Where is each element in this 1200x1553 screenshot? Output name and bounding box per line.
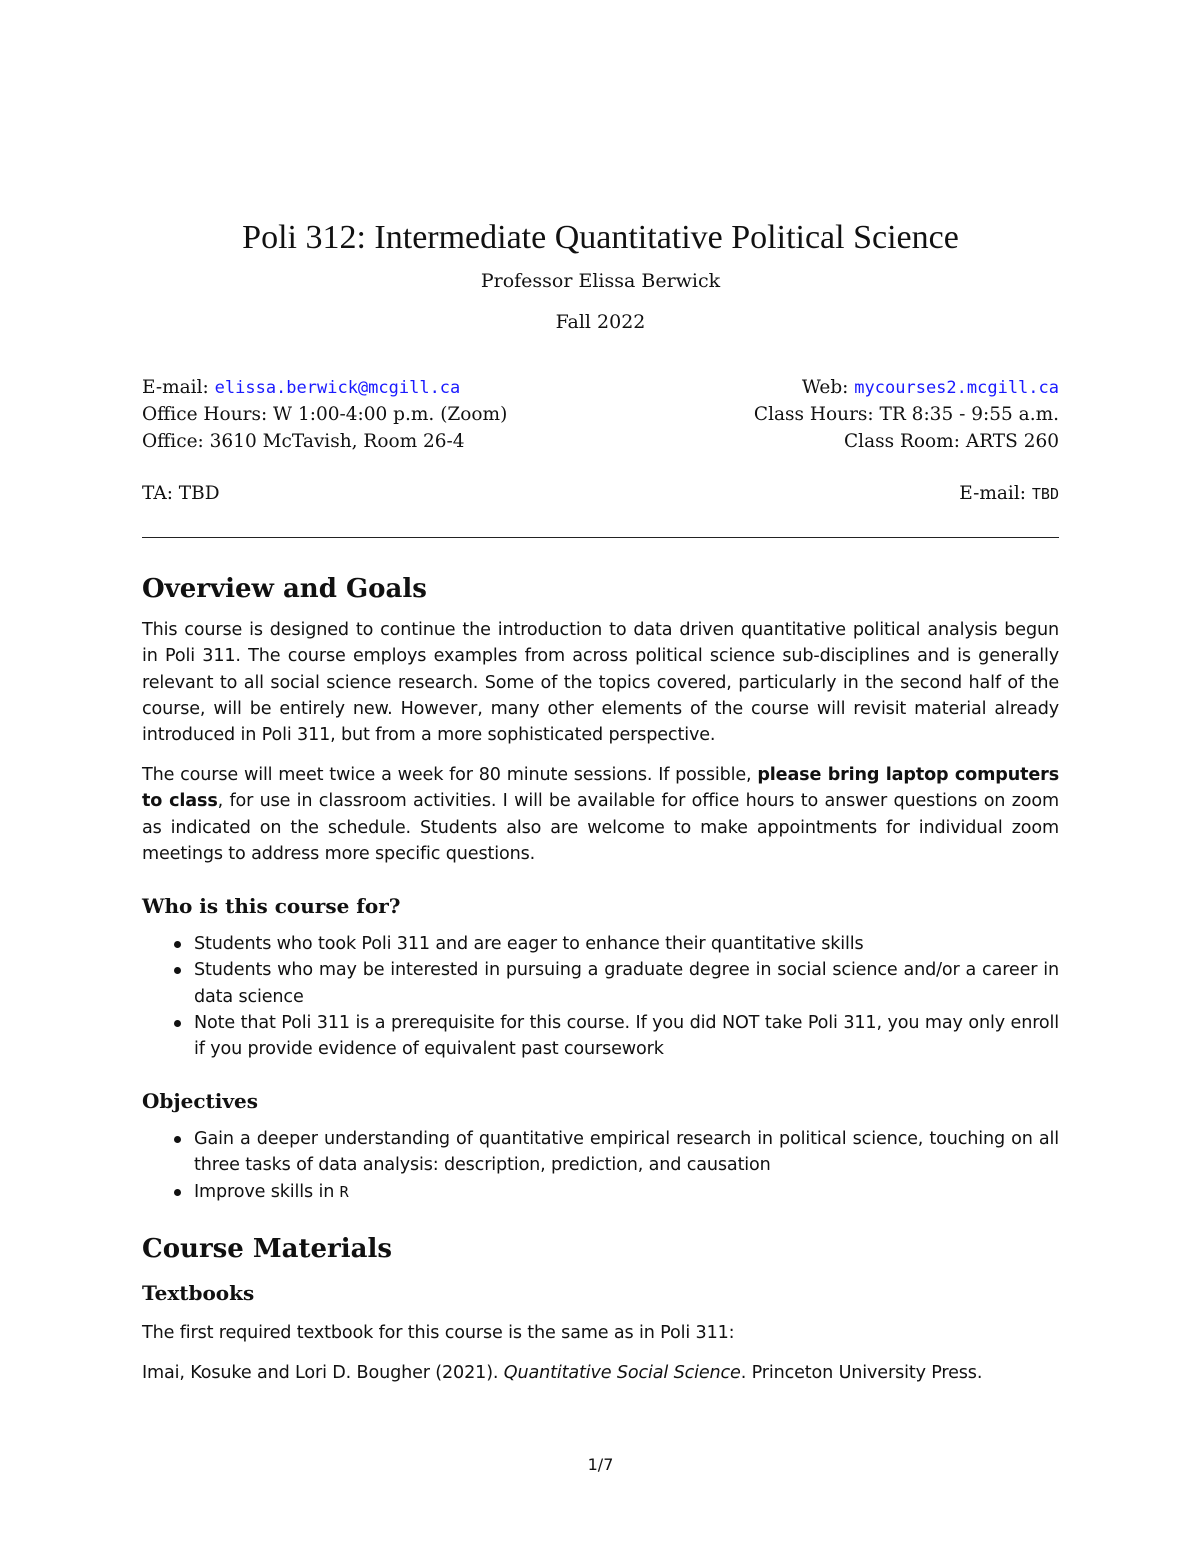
book-title: Quantitative Social Science: [503, 1363, 741, 1383]
overview-paragraph-1: This course is designed to continue the introduction to data driven quantitative political analysis begun in Poli 311. The course employs examples from across political science sub-disciplines and is generally relevant to all social science research. Some of the topics covered, particularly in the second half of the course, will be entirely new. However, many other elements of the course will revisit material already introduced in Poli 311, but from a more sophisticated perspective.: [142, 620, 1059, 746]
contact-row-ta: [142, 481, 1059, 507]
overview-paragraph-2: [142, 762, 1059, 867]
web-block: [802, 375, 1059, 401]
bullet-icon: [174, 967, 181, 974]
list-item: Improve skills in R: [142, 1179, 1059, 1205]
bullet-icon: [174, 1136, 181, 1143]
para2-bold: please bring laptop computers to class: [142, 765, 1060, 812]
textbook-citation: Imai, Kosuke and Lori D. Bougher (2021). Quantitative Social Science. Princeton University Press.: [142, 1363, 983, 1383]
contact-row-email: [142, 375, 1059, 401]
who-list: [142, 931, 1059, 1062]
web-label: Web:: [801, 377, 849, 398]
office-hours: Office Hours: W 1:00-4:00 p.m. (Zoom): [142, 404, 508, 425]
contact-row-location: [142, 429, 1059, 455]
ta-email-label: E-mail:: [959, 483, 1027, 504]
para2-start: The course will meet twice a week for 80 minute sessions. If possible,: [142, 765, 758, 785]
bullet-icon: [174, 941, 181, 948]
web-link[interactable]: mycourses2.mcgill.ca: [854, 378, 1059, 398]
page-number: 1/7: [587, 1455, 614, 1474]
document-page: [142, 0, 1059, 1553]
email-label: E-mail:: [142, 377, 209, 398]
bullet-icon: [174, 1189, 181, 1196]
class-room: Class Room: ARTS 260: [844, 431, 1059, 452]
heading-textbooks: Textbooks: [142, 1281, 255, 1305]
header-divider: [142, 537, 1059, 538]
textbook-intro: The first required textbook for this course is the same as in Poli 311:: [142, 1323, 735, 1343]
heading-who: Who is this course for?: [142, 894, 401, 918]
objectives-list: [142, 1126, 1059, 1205]
ta-email-value: TBD: [1031, 485, 1059, 503]
list-item: Gain a deeper understanding of quantitative empirical research in political science, touching on all three tasks of data analysis: description, prediction, and causation: [142, 1126, 1059, 1179]
ta-name: TA: TBD: [142, 483, 220, 504]
heading-overview: Overview and Goals: [142, 574, 427, 604]
heading-objectives: Objectives: [142, 1089, 258, 1113]
instructor-name: Professor Elissa Berwick: [480, 270, 721, 292]
email-block: [142, 375, 460, 401]
contact-row-hours: [142, 402, 1059, 428]
para2-end: , for use in classroom activities. I will be available for office hours to answer questions on zoom as indicated on the schedule. Students also are welcome to make appointments for individual zoom meetings to address more specific questions.: [142, 791, 1059, 864]
class-hours: Class Hours: TR 8:35 - 9:55 a.m.: [753, 404, 1059, 425]
list-item: Students who took Poli 311 and are eager to enhance their quantitative skills: [142, 931, 1059, 957]
heading-materials: Course Materials: [142, 1234, 392, 1264]
course-title: Poli 312: Intermediate Quantitative Political Science: [242, 219, 959, 256]
r-code: R: [339, 1182, 349, 1201]
office-location: Office: 3610 McTavish, Room 26-4: [142, 431, 465, 452]
list-item: Note that Poli 311 is a prerequisite for this course. If you did NOT take Poli 311, you may only enroll if you provide evidence of equivalent past coursework: [142, 1010, 1059, 1063]
bullet-icon: [174, 1020, 181, 1027]
term: Fall 2022: [555, 311, 646, 333]
email-link[interactable]: elissa.berwick@mcgill.ca: [214, 378, 461, 398]
ta-email-block: [959, 481, 1059, 507]
list-item: Students who may be interested in pursuing a graduate degree in social science and/or a career in data science: [142, 957, 1059, 1010]
